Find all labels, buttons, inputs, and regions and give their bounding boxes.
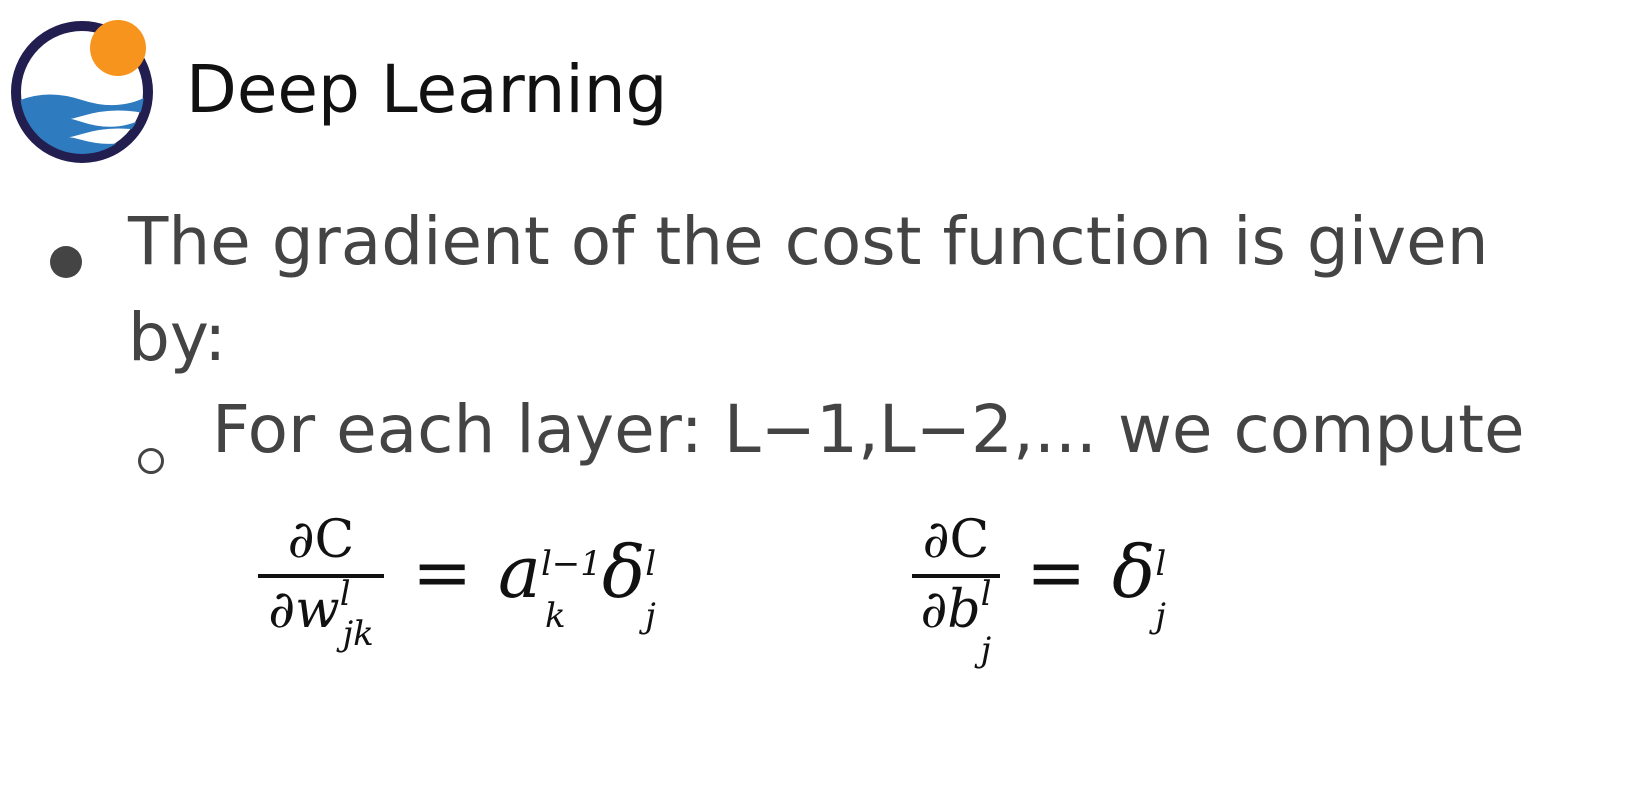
eq2-denominator bbox=[912, 574, 1000, 670]
eq2-den-sub: j bbox=[980, 630, 992, 670]
eq2-delta: δ bbox=[1112, 530, 1156, 614]
eq1-delta-sub: j bbox=[645, 596, 656, 636]
sub-bullet-text: For each layer: L−1,L−2,... we compute bbox=[212, 391, 1525, 468]
eq2-delta-sup: l bbox=[1155, 544, 1167, 584]
page-title: Deep Learning bbox=[186, 51, 668, 128]
eq1-a-sub: k bbox=[544, 596, 566, 636]
eq1-denominator bbox=[258, 574, 384, 654]
eq2-den-db: ∂b bbox=[920, 580, 981, 640]
eq1-delta: δ bbox=[601, 530, 646, 614]
eq1-den-scripts bbox=[339, 574, 374, 654]
bullet-dot-icon bbox=[50, 246, 82, 278]
sub-bullet-circle-icon bbox=[138, 448, 164, 474]
eq2-rhs bbox=[1112, 530, 1167, 636]
eq1-den-sub: jk bbox=[342, 614, 374, 654]
eq1-fraction-bar bbox=[258, 574, 384, 578]
eq1-equals: = bbox=[412, 530, 473, 614]
eq1-delta-scripts bbox=[645, 532, 657, 636]
eq2-delta-sub: j bbox=[1155, 596, 1166, 636]
eq1-den-sup: l bbox=[339, 574, 351, 614]
eq2-fraction bbox=[912, 510, 1000, 670]
eq1-a: a bbox=[498, 530, 541, 614]
eq1-delta-sup: l bbox=[645, 544, 657, 584]
eq2-den-sup: l bbox=[980, 574, 992, 614]
eq1-a-scripts bbox=[540, 532, 602, 636]
bullet-text-line-1: The gradient of the cost function is given bbox=[128, 203, 1489, 280]
deep-learning-logo-icon bbox=[6, 10, 162, 166]
eq1-fraction bbox=[258, 510, 384, 654]
eq2-numerator: ∂C bbox=[922, 510, 990, 570]
eq2-equals: = bbox=[1026, 530, 1087, 614]
eq2-delta-scripts bbox=[1155, 532, 1167, 636]
eq1-den-dw: ∂w bbox=[268, 580, 340, 640]
eq1-a-sup: l−1 bbox=[540, 544, 602, 584]
eq1-numerator: ∂C bbox=[287, 510, 355, 570]
bullet-text-line-2: by: bbox=[128, 299, 227, 376]
eq1-rhs bbox=[498, 530, 657, 636]
eq2-den-scripts bbox=[980, 574, 992, 670]
